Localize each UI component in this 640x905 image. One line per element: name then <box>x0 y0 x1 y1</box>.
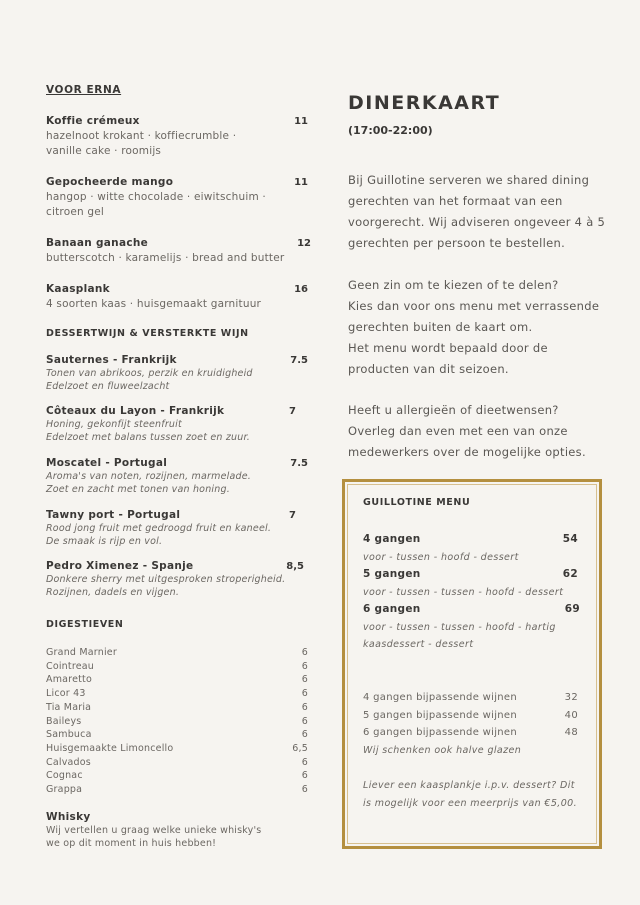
digestif-price: 6 <box>301 770 308 782</box>
digestif-price: 6 <box>301 784 308 796</box>
menu-item <box>46 114 308 159</box>
item-desc: Zoet en zacht met tonen van honing. <box>46 484 230 495</box>
pairing-row <box>363 707 578 725</box>
item-desc: Rood jong fruit met gedroogd fruit en kaneel. <box>46 523 272 534</box>
section-heading-desserts: VOOR ERNA <box>46 84 122 96</box>
item-price: 7.5 <box>290 355 308 366</box>
item-name: Gepocheerde mango <box>46 176 174 188</box>
menu-item <box>46 175 308 220</box>
item-desc: butterscotch · karamelijs · bread and butter <box>46 252 285 264</box>
pairing-row <box>363 724 578 742</box>
paragraph-line: Kies dan voor ons menu met verrassende <box>348 299 600 313</box>
item-price: 12 <box>297 238 311 249</box>
wine-item <box>46 405 308 444</box>
item-desc: Rozijnen, dadels en vijgen. <box>46 587 180 598</box>
digestif-name: Tia Maria <box>46 701 92 713</box>
course-list <box>363 531 578 654</box>
item-price: 7.5 <box>290 458 308 469</box>
digestif-name: Sambuca <box>46 729 92 741</box>
course-price: 62 <box>562 568 578 580</box>
item-name: Côteaux du Layon - Frankrijk <box>46 405 225 417</box>
digestif-row <box>46 783 308 797</box>
paragraph-line: Het menu wordt bepaald door de <box>348 341 548 355</box>
wine-item <box>46 457 308 496</box>
digestif-name: Calvados <box>46 756 91 768</box>
half-glasses-note: Wij schenken ook halve glazen <box>363 744 522 756</box>
item-desc: Aroma's van noten, rozijnen, marmelade. <box>46 471 251 482</box>
digestif-row <box>46 756 308 770</box>
item-name: Moscatel - Portugal <box>46 457 168 469</box>
pairing-name: 6 gangen bijpassende wijnen <box>363 727 518 738</box>
pairing-name: 4 gangen bijpassende wijnen <box>363 692 518 703</box>
whisky-item <box>46 811 308 850</box>
wine-item <box>46 509 308 548</box>
menu-item <box>46 236 311 266</box>
paragraph-line: Bij Guillotine serveren we shared dining <box>348 173 590 187</box>
item-price: 11 <box>294 116 308 127</box>
cheese-note <box>363 777 578 812</box>
digestif-row <box>46 687 308 701</box>
item-desc: Wij vertellen u graag welke unieke whisky's <box>46 825 262 836</box>
paragraph-line: Geen zin om te kiezen of te delen? <box>348 278 559 292</box>
item-price: 16 <box>294 284 308 295</box>
item-desc: citroen gel <box>46 206 105 218</box>
digestif-price: 6 <box>301 688 308 700</box>
paragraph-line: Overleg dan even met een van onze <box>348 424 568 438</box>
item-price: 7 <box>289 510 296 521</box>
course-row <box>363 566 578 584</box>
digestif-price: 6 <box>301 647 308 658</box>
item-price: 11 <box>294 177 308 188</box>
section-heading-wines: DESSERTWIJN & VERSTERKTE WIJN <box>46 328 249 339</box>
item-name: Koffie crémeux <box>46 115 140 127</box>
paragraph-line: gerechten buiten de kaart om. <box>348 320 533 334</box>
digestif-list <box>46 646 308 797</box>
allergy-paragraph <box>348 400 608 463</box>
note-line: Liever een kaasplankje i.p.v. dessert? Dit <box>363 780 575 791</box>
wine-item <box>46 560 308 599</box>
item-name: Sauternes - Frankrijk <box>46 354 177 366</box>
note-line: is mogelijk voor een meerprijs van €5,00. <box>363 797 578 809</box>
paragraph-line: producten van dit seizoen. <box>348 362 509 376</box>
item-price: 7 <box>289 406 296 417</box>
course-desc: voor - tussen - hoofd - dessert <box>363 551 519 563</box>
pairing-price: 32 <box>564 692 578 703</box>
item-desc: hangop · witte chocolade · eiwitschuim · <box>46 191 266 203</box>
item-desc: Edelzoet en fluweelzacht <box>46 381 170 392</box>
item-name: Whisky <box>46 811 91 823</box>
digestif-price: 6 <box>301 701 308 713</box>
pairing-name: 5 gangen bijpassende wijnen <box>363 709 518 721</box>
digestif-price: 6,5 <box>292 742 308 754</box>
digestif-name: Huisgemaakte Limoncello <box>46 742 174 754</box>
course-desc: kaasdessert - dessert <box>363 639 474 650</box>
paragraph-line: gerechten per persoon te bestellen. <box>348 236 566 250</box>
pairing-row <box>363 689 578 707</box>
wine-item <box>46 354 308 393</box>
course-desc: voor - tussen - tussen - hoofd - dessert <box>363 586 564 598</box>
intro-paragraph <box>348 170 608 254</box>
item-name: Banaan ganache <box>46 237 149 249</box>
course-name: 6 gangen <box>363 603 421 615</box>
paragraph-line: Heeft u allergieën of dieetwensen? <box>348 403 559 417</box>
digestif-row <box>46 742 308 756</box>
menu-paragraph <box>348 275 608 380</box>
digestif-name: Licor 43 <box>46 688 86 700</box>
digestif-price: 6 <box>301 756 308 768</box>
digestif-name: Grappa <box>46 784 83 796</box>
digestif-name: Amaretto <box>46 674 92 686</box>
item-desc: De smaak is rijp en vol. <box>46 536 163 547</box>
course-price: 54 <box>562 533 578 545</box>
digestif-name: Baileys <box>46 715 82 727</box>
digestif-row <box>46 673 308 687</box>
box-heading: GUILLOTINE MENU <box>363 497 471 508</box>
paragraph-line: gerechten van het formaat van een <box>348 194 563 208</box>
pairing-price: 40 <box>564 709 578 721</box>
item-name: Kaasplank <box>46 283 110 295</box>
section-heading-digestifs: DIGESTIEVEN <box>46 619 124 630</box>
item-name: Pedro Ximenez - Spanje <box>46 560 194 572</box>
wine-pairing-list <box>363 689 578 759</box>
opening-hours: (17:00-22:00) <box>348 124 433 137</box>
item-desc: Donkere sherry met uitgesproken stroperigheid. <box>46 574 286 585</box>
digestif-price: 6 <box>301 729 308 741</box>
digestif-row <box>46 701 308 715</box>
page-title: DINERKAART <box>348 92 501 114</box>
paragraph-line: voorgerecht. Wij adviseren ongeveer 4 à 5 <box>348 215 606 229</box>
digestif-name: Grand Marnier <box>46 647 117 658</box>
digestif-price: 6 <box>301 715 308 727</box>
item-desc: Edelzoet met balans tussen zoet en zuur. <box>46 432 250 443</box>
digestif-name: Cointreau <box>46 660 95 672</box>
item-name: Tawny port - Portugal <box>46 509 181 521</box>
digestif-name: Cognac <box>46 770 83 782</box>
course-row <box>363 531 578 549</box>
course-price: 69 <box>564 603 580 615</box>
digestif-price: 6 <box>301 660 308 672</box>
item-desc: Honing, gekonfijt steenfruit <box>46 419 182 430</box>
item-desc: we op dit moment in huis hebben! <box>46 838 217 849</box>
item-desc: vanille cake · roomijs <box>46 145 162 157</box>
item-desc: Tonen van abrikoos, perzik en kruidigheid <box>46 368 253 379</box>
digestif-row <box>46 660 308 674</box>
paragraph-line: medewerkers over de mogelijke opties. <box>348 445 586 459</box>
item-desc: 4 soorten kaas · huisgemaakt garnituur <box>46 298 262 310</box>
digestif-row <box>46 646 308 660</box>
digestif-row <box>46 769 308 783</box>
digestif-row <box>46 728 308 742</box>
item-price: 8,5 <box>286 561 304 572</box>
digestif-price: 6 <box>301 674 308 686</box>
course-row <box>363 601 580 619</box>
course-name: 5 gangen <box>363 568 421 580</box>
course-name: 4 gangen <box>363 533 421 545</box>
digestif-row <box>46 715 308 729</box>
course-desc: voor - tussen - tussen - hoofd - hartig <box>363 621 556 633</box>
pairing-price: 48 <box>564 727 578 738</box>
item-desc: hazelnoot krokant · koffiecrumble · <box>46 130 237 142</box>
menu-item <box>46 282 308 312</box>
